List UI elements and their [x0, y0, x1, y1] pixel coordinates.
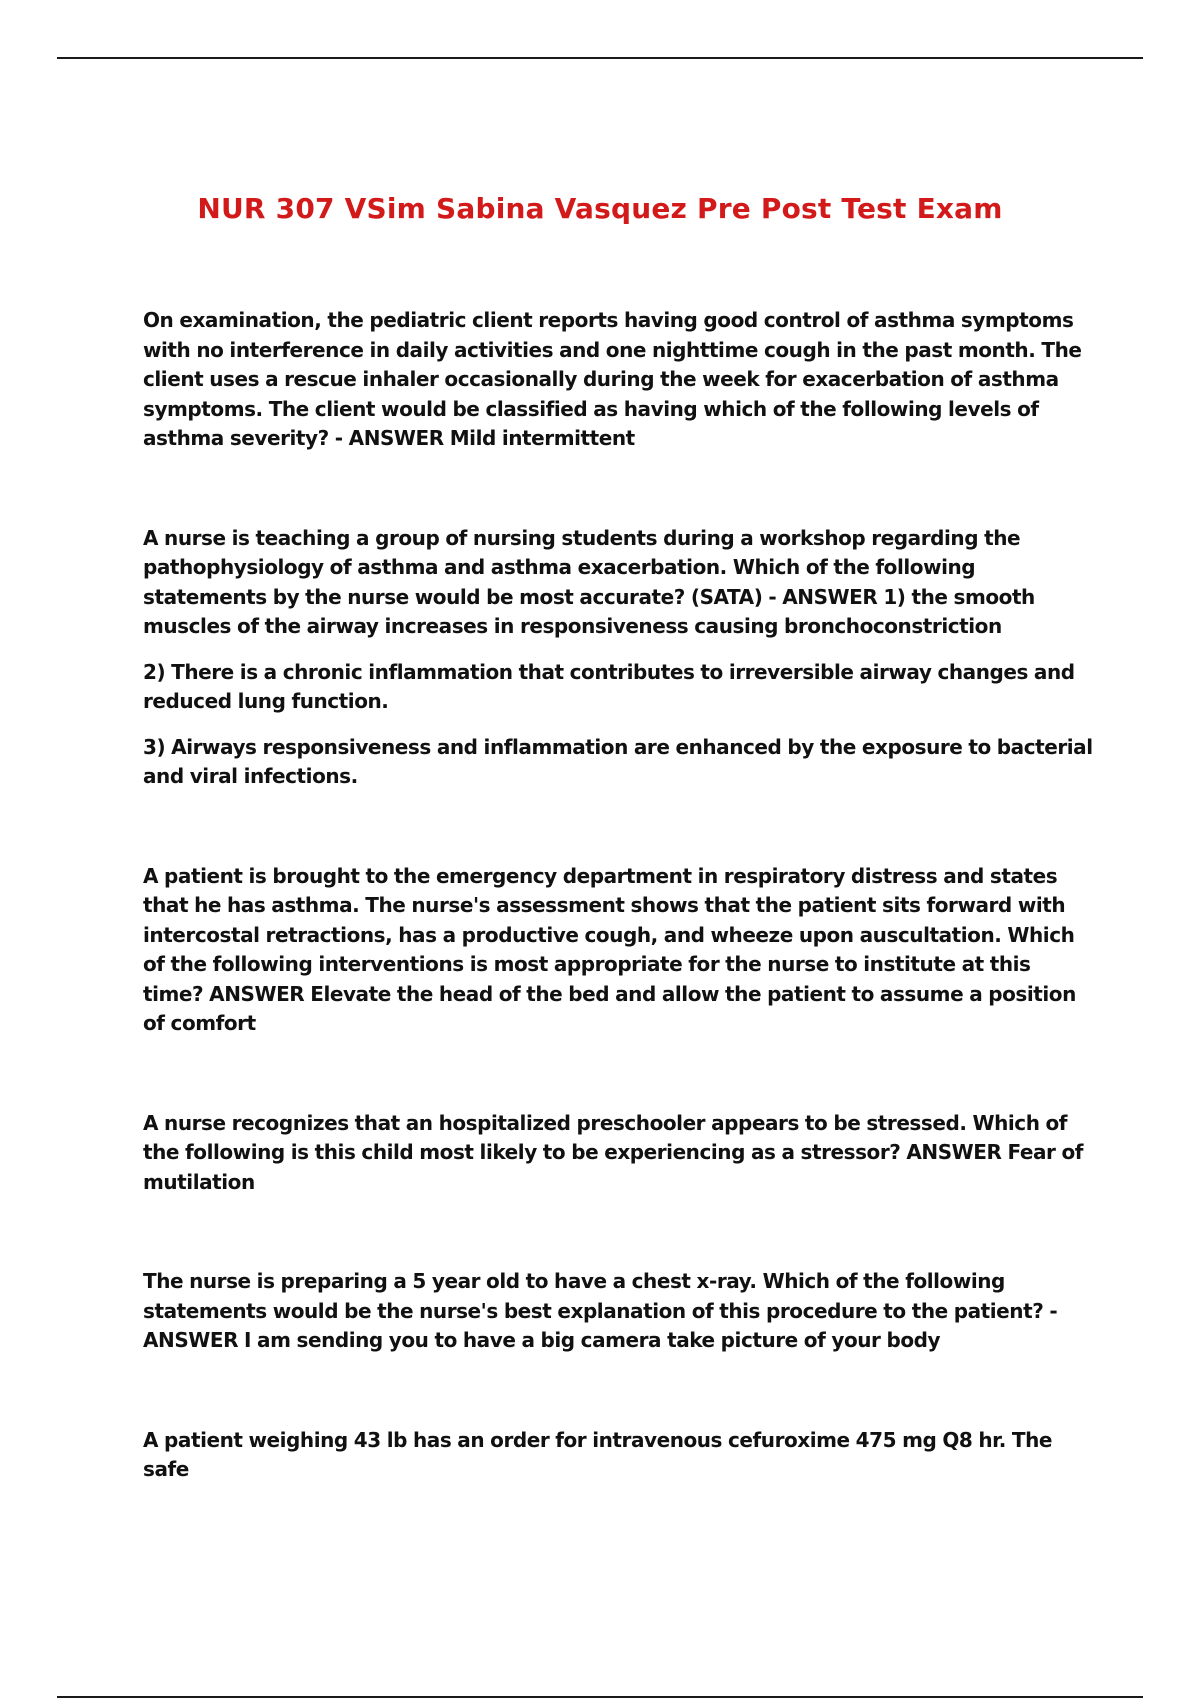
document-body — [143, 306, 1093, 1485]
question-chest-xray: The nurse is preparing a 5 year old to have a chest x-ray. Which of the following statements would be the nurse's best explanation of this procedure to the patient? - ANSWER I am sending you to have a big camera take picture of your body — [143, 1269, 1058, 1352]
question-preschooler-stressor: A nurse recognizes that an hospitalized preschooler appears to be stressed. Which of the following is this child most likely to be experiencing as a stressor? ANSWER Fear of mutilation — [143, 1110, 1083, 1194]
question-cefuroxime-dosage: A patient weighing 43 lb has an order for intravenous cefuroxime 475 mg Q8 hr. The safe — [143, 1427, 1052, 1481]
top-rule — [57, 57, 1143, 59]
document-title: NUR 307 VSim Sabina Vasquez Pre Post Test Exam — [197, 192, 1003, 225]
answer-item-3: 3) Airways responsiveness and inflammation are enhanced by the exposure to bacterial and viral infections. — [143, 734, 1093, 788]
question-asthma-pathophysiology: A nurse is teaching a group of nursing students during a workshop regarding the pathophysiology of asthma and asthma exacerbation. Which of the following statements by the nurse would be most accurate? (SATA) - ANSWER 1) the smooth muscles of the airway increases in responsiveness causing bronchoconstriction — [143, 525, 1035, 638]
answer-item-2: 2) There is a chronic inflammation that contributes to irreversible airway changes and reduced lung function. — [143, 659, 1075, 713]
bottom-rule — [57, 1696, 1143, 1698]
question-respiratory-distress: A patient is brought to the emergency department in respiratory distress and states that he has asthma. The nurse's assessment shows that the patient sits forward with intercostal retractions, has a productive cough, and wheeze upon auscultation. Which of the following interventions is most appropriate for the nurse to institute at this time? ANSWER Elevate the head of the bed and allow the patient to assume a position of comfort — [143, 863, 1076, 1035]
question-asthma-severity: On examination, the pediatric client reports having good control of asthma symptoms with no interference in daily activities and one nighttime cough in the past month. The client uses a rescue inhaler occasionally during the week for exacerbation of asthma symptoms. The client would be classified as having which of the following levels of asthma severity? - ANSWER Mild intermittent — [143, 308, 1082, 450]
